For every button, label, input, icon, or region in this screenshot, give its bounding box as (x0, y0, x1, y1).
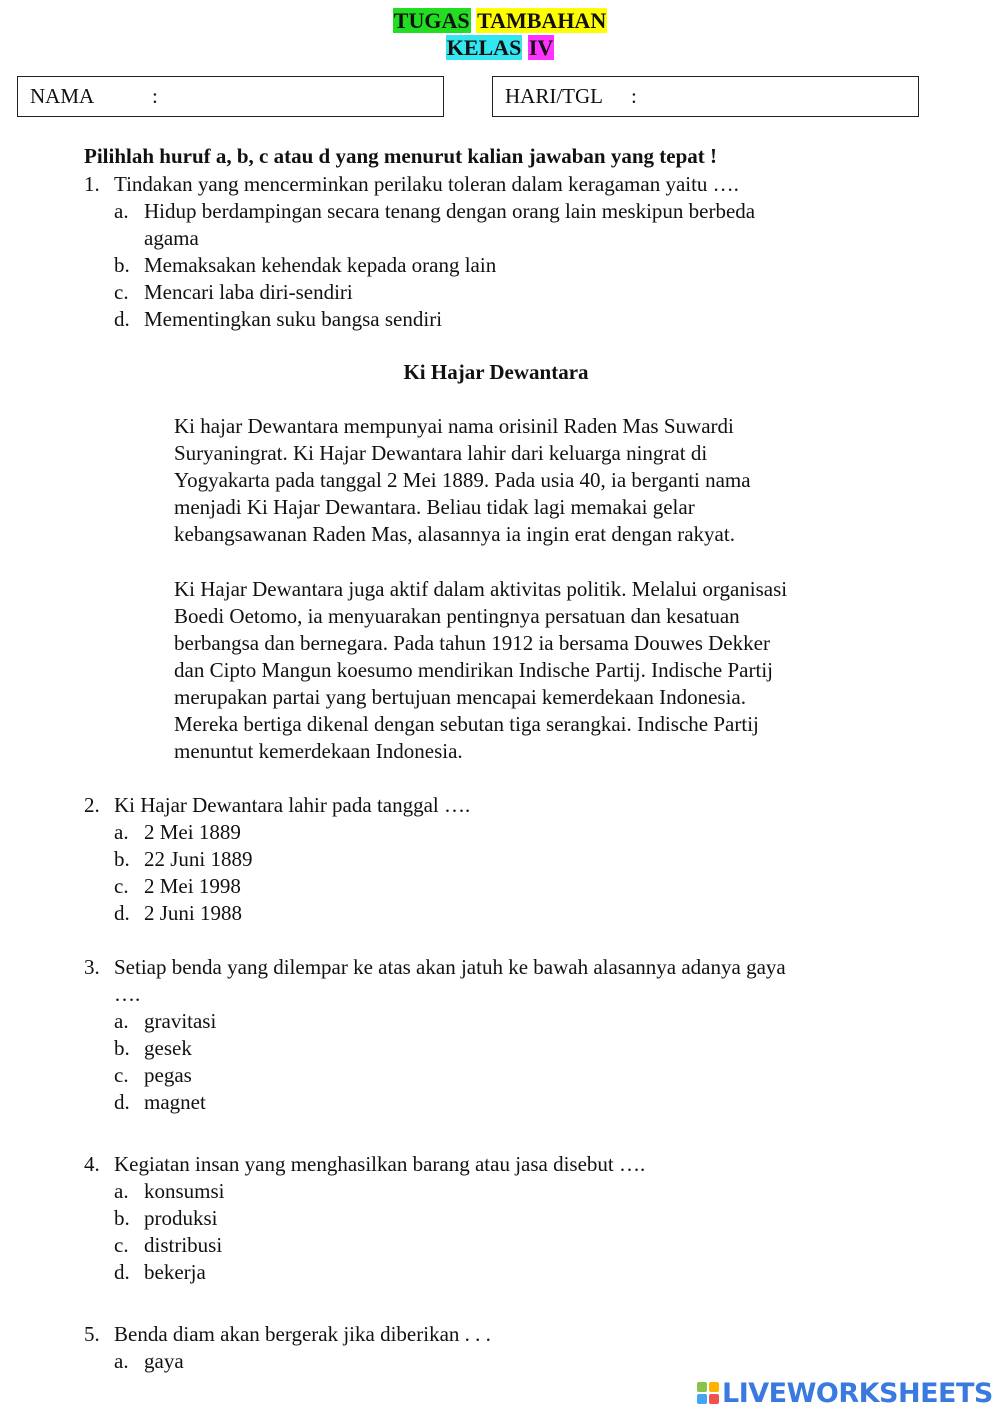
passage-line: menjadi Ki Hajar Dewantara. Beliau tidak lagi memakai gelar (174, 495, 695, 519)
option-text: Mencari laba diri-sendiri (144, 280, 353, 304)
passage-line: Ki hajar Dewantara mempunyai nama orisinil Raden Mas Suwardi (174, 414, 734, 438)
option-text: 2 Mei 1889 (144, 820, 241, 844)
option-letter: d. (114, 1260, 130, 1284)
liveworksheets-logo[interactable] (697, 1376, 993, 1410)
passage-line: Ki Hajar Dewantara juga aktif dalam aktivitas politik. Melalui organisasi (174, 577, 788, 601)
option-text: 22 Juni 1889 (144, 847, 253, 871)
question-number: 2. (84, 793, 100, 817)
passage-line: berbangsa dan bernegara. Pada tahun 1912 ia bersama Douwes Dekker (174, 631, 770, 655)
passage-paragraph-1 (174, 413, 874, 548)
option-letter: c. (114, 1063, 129, 1087)
option-letter: a. (114, 1349, 129, 1373)
class-title (0, 35, 1000, 60)
date-colon: : (631, 84, 637, 108)
question-text: Setiap benda yang dilempar ke atas akan jatuh ke bawah alasannya adanya gaya (114, 955, 786, 979)
option-letter: a. (114, 199, 129, 223)
title-word-tambahan: TAMBAHAN (477, 8, 607, 33)
option-text: 2 Juni 1988 (144, 901, 243, 925)
class-word-iv: IV (528, 35, 554, 60)
passage-paragraph-2 (174, 576, 874, 765)
question-number: 3. (84, 955, 100, 979)
option-text: gravitasi (144, 1009, 217, 1033)
option-text: pegas (144, 1063, 192, 1087)
option-letter: b. (114, 1206, 130, 1230)
passage-line: dan Cipto Mangun koesumo mendirikan Indische Partij. Indische Partij (174, 658, 773, 682)
passage-line: menuntut kemerdekaan Indonesia. (174, 739, 463, 763)
option-text: gaya (144, 1349, 184, 1373)
name-label: NAMA (30, 84, 95, 108)
question-number: 4. (84, 1152, 100, 1176)
option-text: magnet (144, 1090, 206, 1114)
option-text: bekerja (144, 1260, 206, 1284)
option-letter: c. (114, 1233, 129, 1257)
passage-line: Yogyakarta pada tanggal 2 Mei 1889. Pada usia 40, ia berganti nama (174, 468, 751, 492)
option-text: Mementingkan suku bangsa sendiri (144, 307, 443, 331)
passage-line: Boedi Oetomo, ia menyuarakan pentingnya persatuan dan kesatuan (174, 604, 740, 628)
liveworksheets-logo-icon (697, 1382, 719, 1404)
option-text: 2 Mei 1998 (144, 874, 241, 898)
option-text: konsumsi (144, 1179, 225, 1203)
question-text-line2: …. (114, 982, 141, 1006)
option-letter: a. (114, 1179, 129, 1203)
passage-line: merupakan partai yang bertujuan mencapai kemerdekaan Indonesia. (174, 685, 746, 709)
option-letter: b. (114, 847, 130, 871)
date-field[interactable] (492, 76, 919, 117)
option-text: gesek (144, 1036, 192, 1060)
option-letter: c. (114, 874, 129, 898)
name-field[interactable] (17, 76, 444, 117)
option-text-line1: Hidup berdampingan secara tenang dengan orang lain meskipun berbeda (144, 199, 756, 223)
option-letter: c. (114, 280, 129, 304)
date-label: HARI/TGL (505, 84, 603, 108)
logo-text: LIVEWORKSHEETS (722, 1377, 993, 1409)
question-text: Kegiatan insan yang menghasilkan barang atau jasa disebut …. (114, 1152, 646, 1176)
worksheet-title (0, 8, 1000, 33)
option-letter: b. (114, 1036, 130, 1060)
passage-line: kebangsawanan Raden Mas, alasannya ia ingin erat dengan rakyat. (174, 522, 735, 546)
option-letter: b. (114, 253, 130, 277)
option-text-line2: agama (144, 226, 199, 250)
option-text: distribusi (144, 1233, 223, 1257)
option-letter: d. (114, 901, 130, 925)
question-number: 1. (84, 172, 100, 196)
passage-line: Suryaningrat. Ki Hajar Dewantara lahir dari keluarga ningrat di (174, 441, 708, 465)
option-letter: d. (114, 1090, 130, 1114)
question-number: 5. (84, 1322, 100, 1346)
option-letter: a. (114, 1009, 129, 1033)
option-letter: a. (114, 820, 129, 844)
question-text: Tindakan yang mencerminkan perilaku toleran dalam keragaman yaitu …. (114, 172, 739, 196)
class-word-kelas: KELAS (446, 35, 522, 60)
option-letter: d. (114, 307, 130, 331)
passage-line: Mereka bertiga dikenal dengan sebutan tiga serangkai. Indische Partij (174, 712, 759, 736)
passage-title: Ki Hajar Dewantara (403, 360, 589, 384)
title-word-tugas: TUGAS (393, 8, 470, 33)
instruction: Pilihlah huruf a, b, c atau d yang menurut kalian jawaban yang tepat ! (84, 144, 718, 168)
question-text: Benda diam akan bergerak jika diberikan . . . (114, 1322, 491, 1346)
option-text: Memaksakan kehendak kepada orang lain (144, 253, 497, 277)
name-colon: : (152, 84, 158, 108)
option-text: produksi (144, 1206, 218, 1230)
question-text: Ki Hajar Dewantara lahir pada tanggal …. (114, 793, 471, 817)
